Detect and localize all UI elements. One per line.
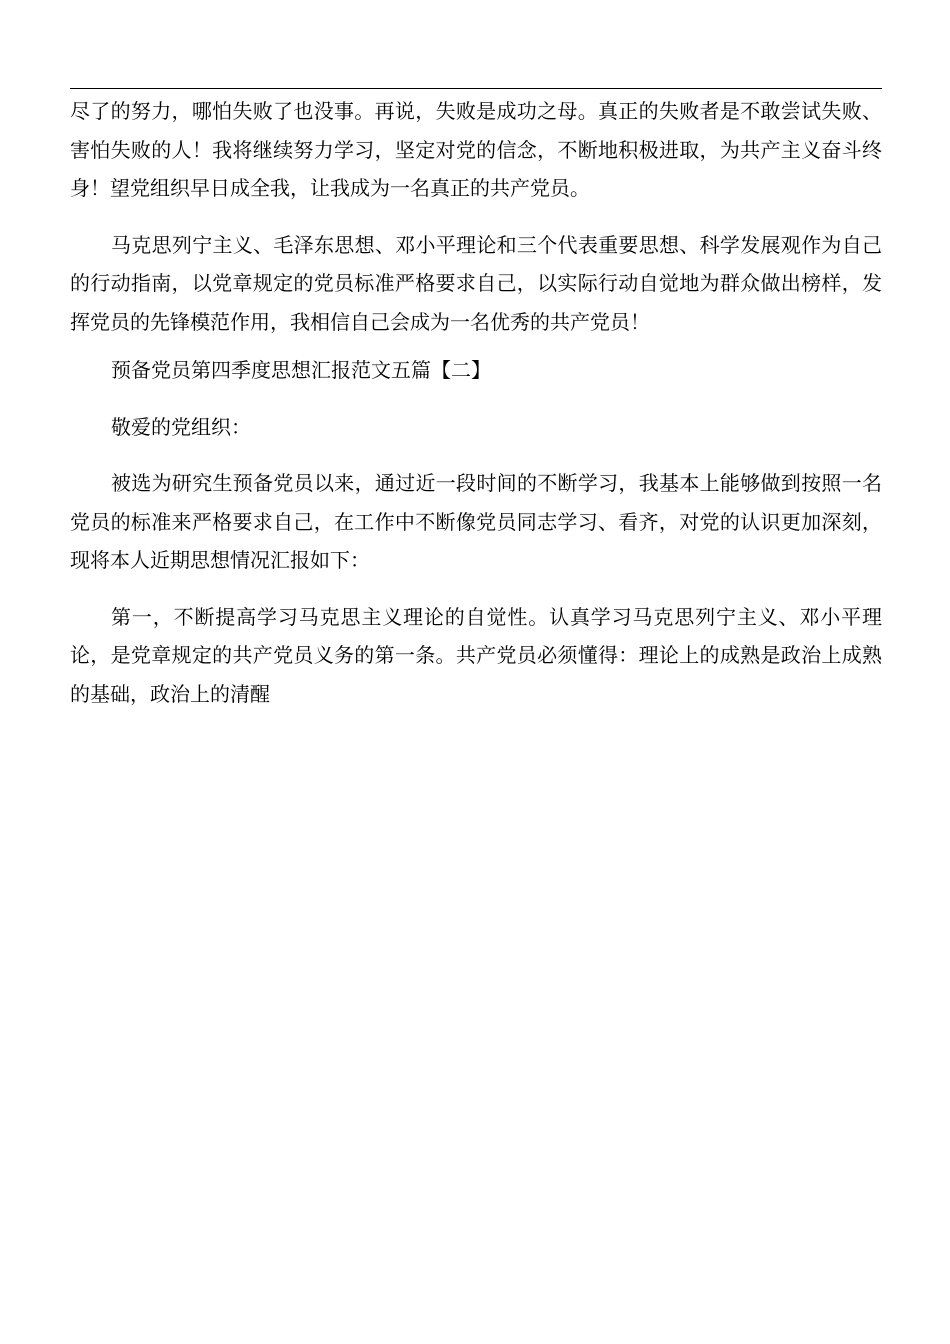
header-rule	[70, 88, 882, 89]
paragraph-point-one: 第一，不断提高学习马克思主义理论的自觉性。认真学习马克思列宁主义、邓小平理论，是党章规定的共产党员义务的第一条。共产党员必须懂得：理论上的成熟是政治上成熟的基础，政治上的清醒	[70, 604, 882, 706]
section-title: 预备党员第四季度思想汇报范文五篇【二】	[111, 358, 491, 382]
paragraph-intro: 被选为研究生预备党员以来，通过近一段时间的不断学习，我基本上能够做到按照一名党员的标准来严格要求自己，在工作中不断像党员同志学习、看齐，对党的认识更加深刻，现将本人近期思想情况汇报如下：	[70, 471, 882, 572]
document-body	[70, 92, 882, 713]
paragraph-guidance: 马克思列宁主义、毛泽东思想、邓小平理论和三个代表重要思想、科学发展观作为自己的行动指南，以党章规定的党员标准严格要求自己，以实际行动自觉地为群众做出榜样，发挥党员的先锋模范作用，我相信自己会成为一名优秀的共产党员！	[70, 232, 882, 334]
paragraph-continuation: 尽了的努力，哪怕失败了也没事。再说，失败是成功之母。真正的失败者是不敢尝试失败、害怕失败的人！我将继续努力学习，坚定对党的信念，不断地积极进取，为共产主义奋斗终身！望党组织早日成全我，让我成为一名真正的共产党员。	[70, 99, 882, 200]
salutation: 敬爱的党组织：	[111, 414, 251, 439]
